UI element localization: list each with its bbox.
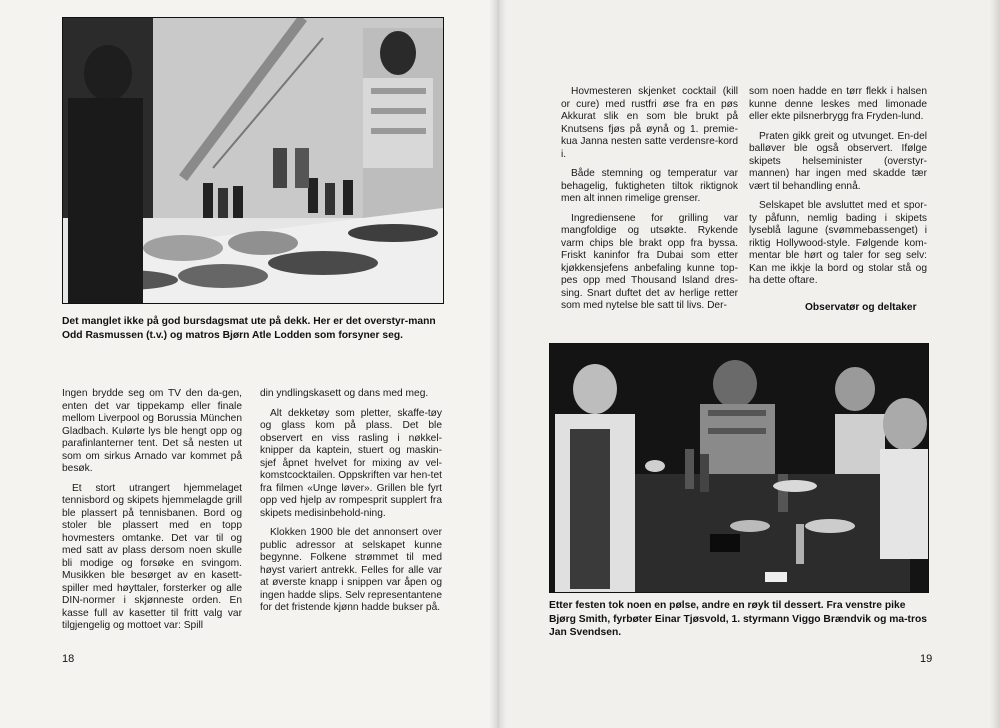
page-number-right: 19 xyxy=(920,653,933,665)
buffet-photo-caption: Det manglet ikke på god bursdagsmat ute på dekk. Her er det overstyr-mann Odd Rasmussen (t.v.) og matros Bjørn Atle Lodden som forsyner seg. xyxy=(62,316,436,341)
paragraph: Ingen brydde seg om TV den da-gen, enten det var tippekamp eller finale mellom Liverpool og Borussia München Gladbach. Kulørte lys ble hengt opp og parafinlanterner tent. Det så nesten ut som om sirkus Arnado var kommet på besøk. xyxy=(62,388,242,474)
dinner-photo xyxy=(549,343,929,593)
left-column-1 xyxy=(62,388,242,633)
paragraph: Et stort utrangert hjemmelaget tennisbord og skipets hjemmelagde grill ble plassert på tennisbanen. Bord og stoler ble plassert med en topp hovmesters omtanke. Det var til og med satt av plass dersom noen skulle bli modige og forsøke en svingom. Musikken ble besørget av en kasett-spiller med høyttaler, forsterker og alle DIN-normer i skjønneste orden. En kasse full av kasetter til fritt valg var tilgjengelig og mottoet var: Spill xyxy=(62,482,242,631)
paragraph: Alt dekketøy som pletter, skaffe-tøy og glass kom på plass. Det ble observert en viss rasling i nøkkel-knipper da kaptein, stuert og maskin-sjef åpnet hvelvet for mixing av vel-komstcocktailen. Oppskriften var hen-tet fra filmen «Unge løver». Grillen ble fyrt opp ved hjelp av rompesprit supplert fra skipets medisinbehold-ning. xyxy=(260,407,442,519)
article-signature: Observatør og deltaker xyxy=(805,302,917,313)
page-number-left: 18 xyxy=(62,653,75,665)
buffet-photo xyxy=(62,17,444,304)
right-column-1 xyxy=(561,86,738,313)
right-page xyxy=(497,0,1000,728)
paragraph: Ingrediensene for grilling var mangfoldige og utsøkte. Rykende varm chips ble brakt opp fra byssa. Friskt kaninfor fra Dubai som etter kjøkkensjefens anbefaling kunne top-pes opp med Thousand Island dres-sing. Snart duftet det av herlige retter som med nytelse ble satt til livs. Der- xyxy=(561,212,738,311)
paragraph: Både stemning og temperatur var behagelig, fuktigheten tiltok riktignok men alt innen rimelige grenser. xyxy=(561,168,738,204)
paragraph: Hovmesteren skjenket cocktail (kill or cure) med rustfri øse fra en pøs Akkurat slik en som ble brukt på Knutsens fjøs på øynå og 1. premie-kua Janna nesten satte verdensre-kord i. xyxy=(561,86,738,160)
paragraph: Selskapet ble avsluttet med et spor-ty påfunn, nemlig bading i skipets lyseblå lagune (svømmebassenget) i riktig Hollywood-style. Følgende kom-mentar ble hørt og taler for seg selv: Kan me ikkje la bord og stolar stå og ha dette oftare. xyxy=(749,200,927,286)
left-column-2 xyxy=(260,388,442,615)
paragraph: Klokken 1900 ble det annonsert over public adressor at selskapet kunne begynne. Folkene strømmet til med høyst variert antrekk. Felles for alle var at øverste knapp i snippen var åpen og ingen hadde slips. Selv representantene for det fristende kjønn hadde bukser på. xyxy=(260,527,442,613)
paragraph: din yndlingskasett og dans med meg. xyxy=(260,388,429,399)
paragraph: Praten gikk greit og utvunget. En-del balløver ble også observert. Ifølge skipets helseminister (overstyr-mannen) har ingen med skadde tær vært til behandling ennå. xyxy=(749,130,927,192)
buffet-photo-illustration xyxy=(63,18,443,303)
dinner-photo-caption: Etter festen tok noen en pølse, andre en røyk til dessert. Fra venstre pike Bjørg Smith, fyrbøter Einar Tjøsvold, 1. styrmann Viggo Brændvik og ma-tros Jan Svendsen. xyxy=(549,600,927,639)
page-edge xyxy=(990,0,1000,728)
left-page xyxy=(0,0,497,728)
right-column-2 xyxy=(749,86,927,288)
paragraph: som noen hadde en tørr flekk i halsen kunne denne leskes med limonade eller ekte pilsnerbrygg fra Fryden-lund. xyxy=(749,86,927,122)
book-gutter xyxy=(489,0,507,728)
dinner-photo-illustration xyxy=(550,344,928,592)
